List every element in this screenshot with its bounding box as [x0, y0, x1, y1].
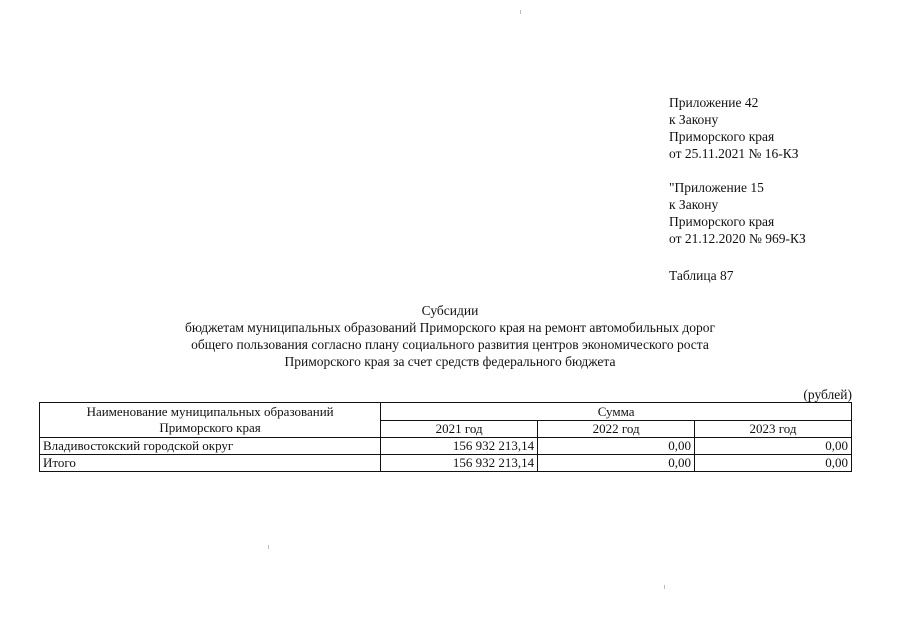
title-line: бюджетам муниципальных образований Приморского края на ремонт автомобильных дорог — [184, 320, 715, 335]
appendix-line: Приморского края — [669, 129, 775, 144]
spacer — [669, 162, 806, 179]
appendix-line: от 25.11.2021 № 16-КЗ — [669, 146, 799, 161]
total-value: 156 932 213,14 — [381, 455, 538, 472]
header-year: 2022 год — [538, 421, 695, 438]
appendix-line: от 21.12.2020 № 969-КЗ — [669, 231, 806, 246]
appendix-block-current — [669, 94, 806, 162]
unit-label: (рублей) — [803, 387, 852, 402]
total-value: 0,00 — [695, 455, 852, 472]
total-value: 0,00 — [538, 455, 695, 472]
appendix-reference — [669, 94, 806, 247]
appendix-line: Приложение 42 — [669, 95, 759, 110]
row-value: 0,00 — [538, 438, 695, 455]
row-municipality: Владивостокский городской округ — [40, 438, 381, 455]
header-year: 2021 год — [381, 421, 538, 438]
header-municipality-line: Приморского края — [159, 420, 261, 435]
scan-speck — [520, 10, 521, 14]
header-municipality-line: Наименование муниципальных образований — [86, 404, 334, 419]
document-title — [100, 302, 800, 370]
scan-speck — [268, 545, 269, 549]
row-value: 156 932 213,14 — [381, 438, 538, 455]
title-line: Приморского края за счет средств федерального бюджета — [284, 354, 616, 369]
subsidy-table — [39, 402, 852, 472]
row-value: 0,00 — [695, 438, 852, 455]
appendix-line: "Приложение 15 — [669, 180, 764, 195]
appendix-line: к Закону — [669, 197, 719, 212]
appendix-block-original — [669, 179, 806, 247]
appendix-line: Приморского края — [669, 214, 775, 229]
header-sum: Сумма — [381, 403, 852, 421]
scan-speck — [664, 585, 665, 589]
table-row — [40, 438, 852, 455]
title-line: общего пользования согласно плану социального развития центров экономического роста — [191, 337, 709, 352]
title-line: Субсидии — [421, 303, 479, 318]
header-year: 2023 год — [695, 421, 852, 438]
total-row — [40, 455, 852, 472]
header-municipality — [40, 403, 381, 438]
total-label: Итого — [40, 455, 381, 472]
appendix-line: к Закону — [669, 112, 719, 127]
table-number: Таблица 87 — [669, 268, 734, 283]
